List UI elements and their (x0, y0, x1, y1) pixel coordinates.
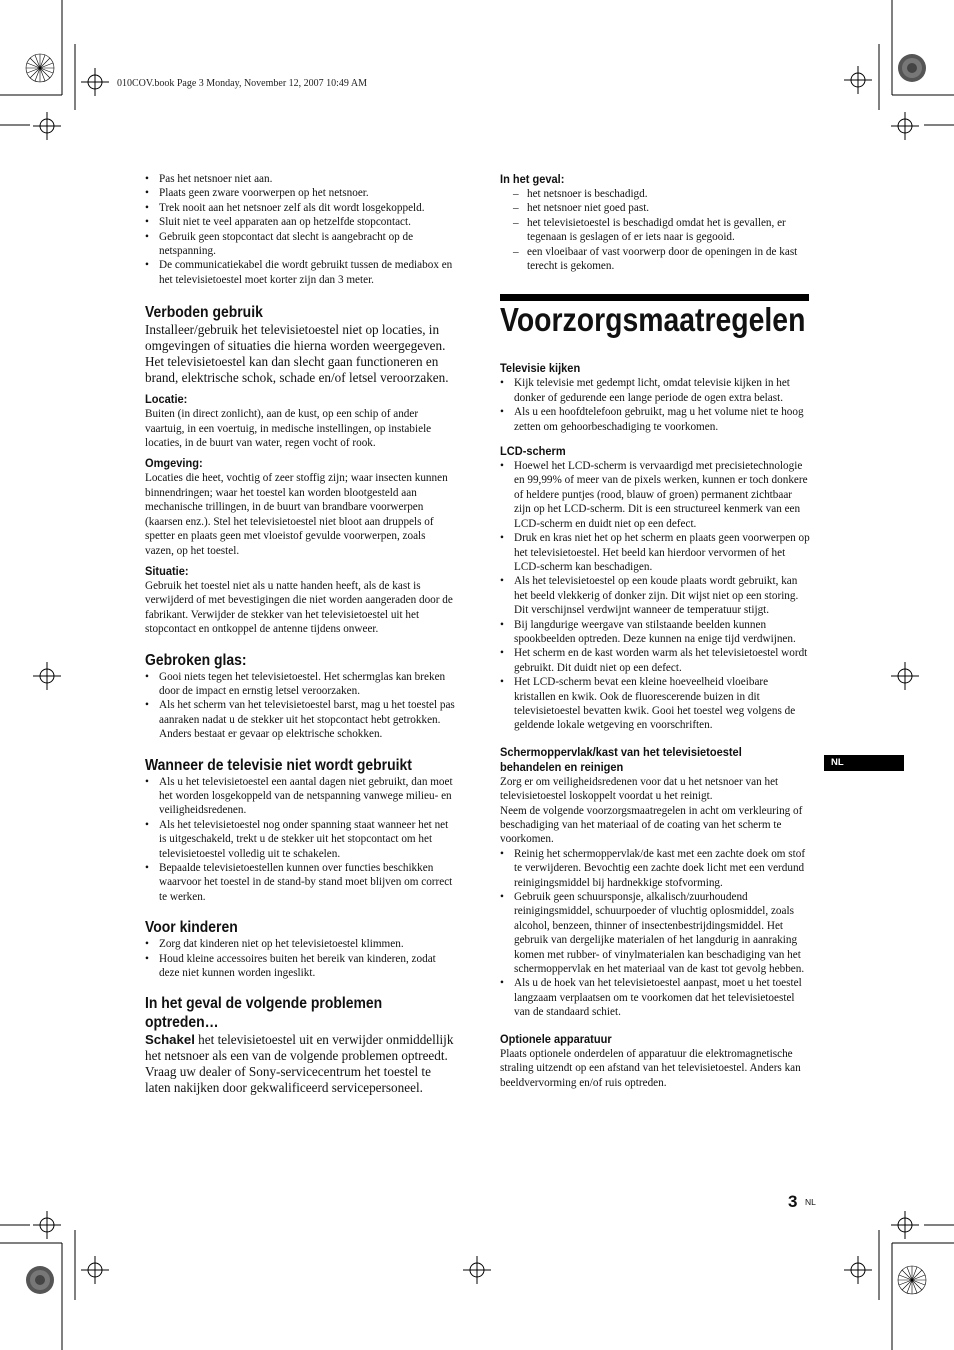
heading-voor-kinderen: Voor kinderen (145, 919, 238, 937)
heading-optionele-apparatuur: Optionele apparatuur (500, 1031, 612, 1046)
kinderen-bullet-list (145, 937, 457, 980)
problemen-text (145, 1032, 457, 1064)
left-column (145, 172, 457, 1096)
geval-dash-list (500, 187, 810, 273)
verboden-text: Installeer/gebruik het televisietoestel niet op locaties, in omgevingen of situaties die hierna worden weergegeven. Het televisietoestel kan dan slecht gaan functioneren en brand, elektrische schok, schade en/of letsel veroorzaken. (145, 322, 449, 386)
list-item: – het netsnoer niet goed past. (500, 201, 810, 215)
page-number: 3 (788, 1192, 798, 1211)
list-item: • Pas het netsnoer niet aan. (145, 172, 457, 186)
list-item: • Bepaalde televisietoestellen kunnen over functies beschikken waarvoor het toestel in de stand-by stand moet blijven om correct te werken. (145, 861, 457, 904)
heading-gebroken-glas: Gebroken glas: (145, 651, 247, 669)
intro-bullet-list (145, 172, 457, 287)
oppervlak-text-1: Zorg er om veiligheidsredenen voor dat u het netsnoer van het televisietoestel loskoppelt voordat u het reinigt. (500, 775, 779, 803)
list-item: – het televisietoestel is beschadigd omdat het is gevallen, er tegenaan is geslagen of er iets naar is gegooid. (500, 216, 810, 245)
file-info-header: 010COV.book Page 3 Monday, November 12, 2007 10:49 AM (117, 78, 367, 89)
list-item: • Het scherm en de kast worden warm als het televisietoestel wordt gebruikt. Dit duidt niet op een defect. (500, 646, 810, 675)
list-item: • Druk en kras niet het op het scherm en plaats geen voorwerpen op het televisietoestel. Het beeld kan hierdoor vervormen of het LCD-scherm kan beschadigen. (500, 531, 810, 574)
list-item: • De communicatiekabel die wordt gebruikt tussen de mediabox en het televisietoestel moet korter zijn dan 3 meter. (145, 258, 457, 287)
list-item: • Gebruik geen schuursponsje, alkalisch/zuurhoudend reinigingsmiddel, schuurpoeder of vluchtig oplosmiddel, zoals alcohol, benzeen, thinner of insectenbestrijdingsmiddel. Het gebruik van dergelijke materialen of het langdurig in aanraking komen met rubber- of vinylmaterialen kan beschadiging van het schermoppervlak en het materiaal van de kast tot gevolg hebben. (500, 890, 810, 976)
list-item: • Als het televisietoestel op een koude plaats wordt gebruikt, kan het beeld vlekkerig of donker zijn. Dit wijst niet op een storing. Dit verschijnsel verdwijnt wanneer de temperatuur stijgt. (500, 574, 810, 617)
problemen-text-1: het televisietoestel uit en verwijder onmiddellijk het netsnoer als een van de volgende problemen optreedt. (145, 1032, 454, 1064)
list-item: • Trek nooit aan het netsnoer zelf als dit wordt losgekoppeld. (145, 201, 457, 215)
list-item: • Houd kleine accessoires buiten het bereik van kinderen, zodat deze niet kunnen worden ingeslikt. (145, 952, 457, 981)
page-title: Voorzorgsmaatregelen (500, 301, 806, 339)
list-item: • Plaats geen zware voorwerpen op het netsnoer. (145, 186, 457, 200)
schakel-bold: Schakel (145, 1032, 195, 1048)
oppervlak-bullet-list (500, 847, 810, 1020)
kijken-bullet-list (500, 376, 810, 434)
right-column (500, 172, 810, 1090)
heading-situatie: Situatie: (145, 563, 189, 578)
list-item: • Als het televisietoestel nog onder spanning staat wanneer het net is uitgeschakeld, trekt u de stekker uit het stopcontact om het televisietoestel volledig uit te schakelen. (145, 818, 457, 861)
heading-in-het-geval: In het geval: (500, 172, 565, 186)
list-item: • Als u een hoofdtelefoon gebruikt, mag u het volume niet te hoog zetten om gehoorbeschadiging te voorkomen. (500, 405, 810, 434)
omgeving-text: Locaties die heet, vochtig of zeer stoffig zijn; waar insecten kunnen binnendringen; waar het toestel kan worden blootgesteld aan mechanische trillingen, in de buurt van brandbare voorwerpen (kaarsen enz.). Stel het televisietoestel niet bloot aan druppels of spetter en plaats geen met vloeistof gevulde voorwerpen, zoals vazen, op het toestel. (145, 472, 448, 557)
list-item: – een vloeibaar of vast voorwerp door de openingen in de kast terecht is gekomen. (500, 245, 810, 274)
heading-omgeving: Omgeving: (145, 456, 203, 471)
heading-locatie: Locatie: (145, 392, 188, 407)
page-language-suffix: NL (805, 1197, 816, 1207)
list-item: • Als u het televisietoestel een aantal dagen niet gebruikt, dan moet het worden losgekoppeld van de netspanning vanwege milieu- en veiligheidsredenen. (145, 775, 457, 818)
list-item: • Kijk televisie met gedempt licht, omdat televisie kijken in het donker of gedurende een lange periode de ogen extra belast. (500, 376, 810, 405)
list-item: • Bij langdurige weergave van stilstaande beelden kunnen spookbeelden optreden. Deze kunnen na enige tijd verdwijnen. (500, 618, 810, 647)
list-item: • Hoewel het LCD-scherm is vervaardigd met precisietechnologie en 99,99% of meer van de pixels werken, kunnen er toch donkere of heldere puntjes (rood, blauw of groen) permanent zichtbaar zijn op het LCD-scherm. Dit is een structureel kenmerk van een LCD-scherm en duidt niet op een defect. (500, 459, 810, 531)
title-rule (500, 294, 809, 301)
oppervlak-text-2: Neem de volgende voorzorgsmaatregelen in acht om verkleuring of beschadiging van het materiaal of de coating van het scherm te voorkomen. (500, 804, 803, 846)
heading-problemen: In het geval de volgende problemen optreden… (145, 995, 383, 1032)
language-side-tab: NL (824, 755, 904, 771)
list-item: • Reinig het schermoppervlak/de kast met een zachte doek om stof te verwijderen. Bevochtig een zachte doek licht met een verdund reinigingsmiddel bij hardnekkige stofvorming. (500, 847, 810, 890)
niet-gebruikt-bullet-list (145, 775, 457, 905)
list-item: • Het LCD-scherm bevat een kleine hoeveelheid vloeibare kristallen en kwik. Ook de fluorescerende buizen in dit televisietoestel bevatten kwik. Gooi het toestel weg volgens de geldende lokale wetgeving en voorschriften. (500, 675, 810, 733)
list-item: • Gebruik geen stopcontact dat slecht is aangebracht op de netspanning. (145, 230, 457, 259)
situatie-text: Gebruik het toestel niet als u natte handen heeft, als de kast is verwijderd of met bevestigingen die niet worden aangeraden door de fabrikant. Verwijder de stekker van het televisietoestel uit het stopcontact en ontkoppel de antenne tijdens onweer. (145, 579, 453, 636)
list-item: • Als u de hoek van het televisietoestel aanpast, moet u het toestel langzaam verplaatsen om te voorkomen dat het televisietoestel van de standaard schiet. (500, 976, 810, 1019)
locatie-text: Buiten (in direct zonlicht), aan de kust, op een schip of ander vaartuig, in een voertuig, in medische instellingen, op instabiele locaties, in de buurt van water, regen vocht of rook. (145, 408, 432, 450)
heading-verboden-gebruik: Verboden gebruik (145, 304, 263, 322)
heading-lcd-scherm: LCD-scherm (500, 444, 566, 459)
list-item: – het netsnoer is beschadigd. (500, 187, 810, 201)
optioneel-text: Plaats optionele onderdelen of apparatuur die elektromagnetische straling uitzendt op een afstand van het televisietoestel. Anders kan beeldvervorming en/of ruis optreden. (500, 1047, 801, 1089)
list-item: • Als het scherm van het televisietoestel barst, mag u het toestel pas aanraken nadat u de stekker uit het stopcontact hebt getrokken. Anders bestaat er gevaar op elektrische schokken. (145, 698, 457, 741)
list-item: • Sluit niet te veel apparaten aan op hetzelfde stopcontact. (145, 215, 457, 229)
problemen-text-2: Vraag uw dealer of Sony-servicecentrum het toestel te laten nakijken door gekwalificeerd servicepersoneel. (145, 1064, 431, 1096)
heading-schermoppervlak: Schermoppervlak/kast van het televisietoestel behandelen en reinigen (500, 744, 742, 774)
heading-televisie-kijken: Televisie kijken (500, 361, 581, 376)
lcd-bullet-list (500, 459, 810, 733)
glas-bullet-list (145, 670, 457, 742)
list-item: • Zorg dat kinderen niet op het televisietoestel klimmen. (145, 937, 457, 951)
heading-niet-gebruikt: Wanneer de televisie niet wordt gebruikt (145, 756, 412, 774)
list-item: • Gooi niets tegen het televisietoestel. Het schermglas kan breken door de impact en ernstig letsel veroorzaken. (145, 670, 457, 699)
